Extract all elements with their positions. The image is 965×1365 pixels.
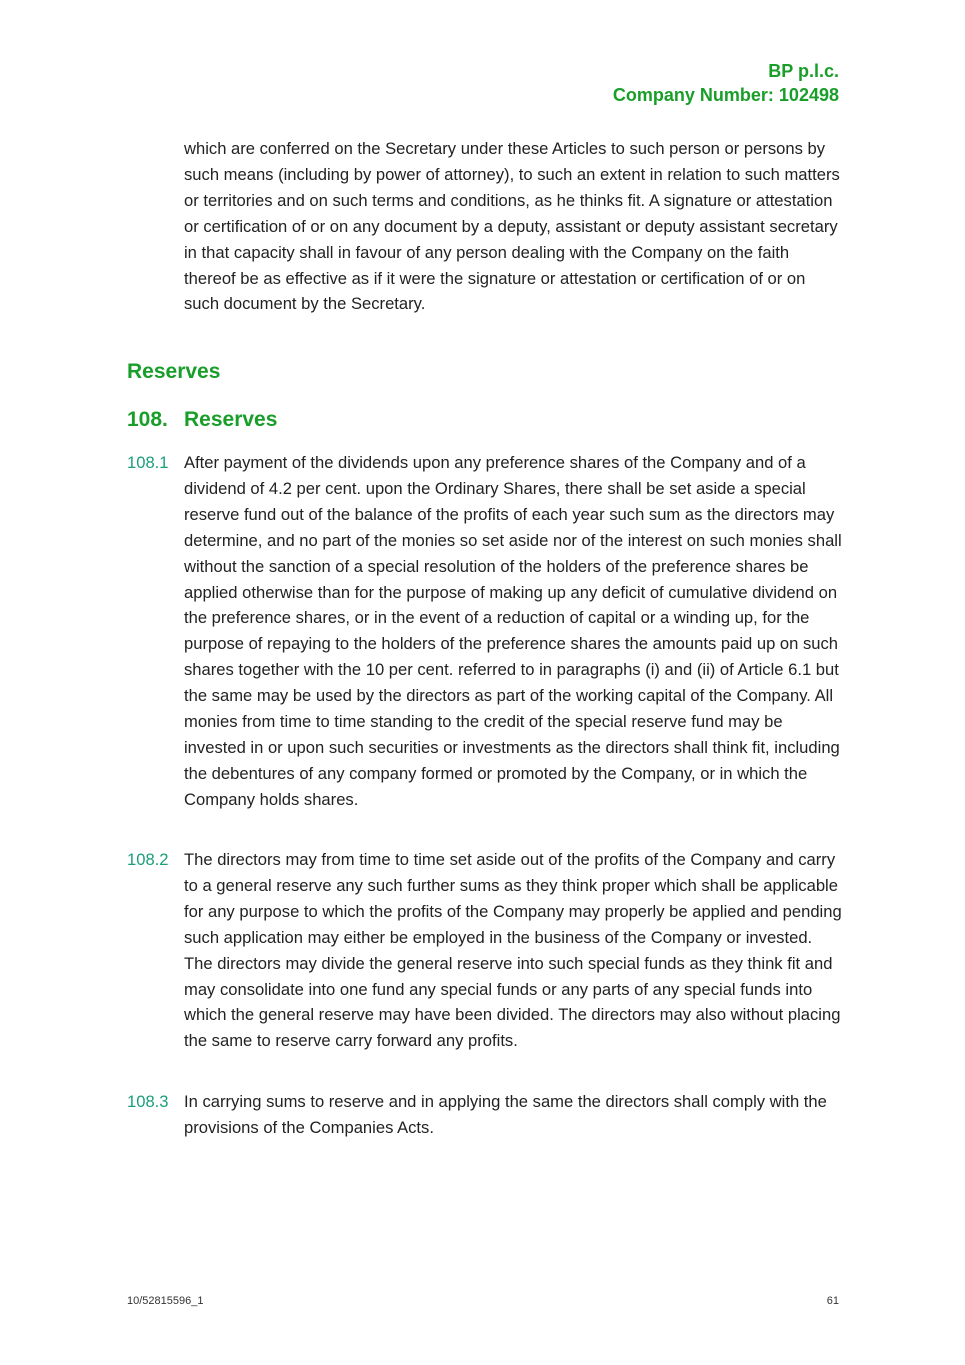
clause-108-3	[127, 1089, 844, 1141]
clause-108-2	[127, 847, 844, 1054]
document-reference: 10/52815596_1	[127, 1295, 204, 1307]
clause-108-1	[127, 450, 844, 813]
clause-number: 108.2	[127, 850, 169, 869]
page-number: 61	[826, 1295, 839, 1307]
document-header	[613, 59, 839, 107]
clause-number: 108.1	[127, 453, 169, 472]
section-title: Reserves	[127, 360, 221, 383]
clause-text: The directors may from time to time set aside out of the profits of the Company and carry to a general reserve any such further sums as they think proper which shall be applicable for any purpose to which the profits of the Company may properly be applied and pending such application may either be employed in the business of the Company or invested. The directors may divide the general reserve into such special funds as they think fit and may consolidate into one fund any special funds or any parts of any special funds into which the general reserve may have been divided. The directors may also without placing the same to reserve carry forward any profits.	[184, 850, 842, 1051]
clause-number: 108.3	[127, 1092, 169, 1111]
company-name: BP p.l.c.	[768, 61, 839, 81]
company-number: Company Number: 102498	[612, 85, 839, 105]
article-number: 108.	[127, 408, 168, 431]
article-title: Reserves	[184, 408, 278, 431]
intro-paragraph: which are conferred on the Secretary under these Articles to such person or persons by such means (including by power of attorney), to such an extent in relation to such matters or territories and on such terms and conditions, as he thinks fit. A signature or attestation or certification of or on any document by a deputy, assistant or deputy assistant secretary in that capacity shall in favour of any person dealing with the Company on the faith thereof be as effective as if it were the signature or attestation or certification of or on such document by the Secretary.	[184, 139, 840, 314]
clause-text: After payment of the dividends upon any preference shares of the Company and of a dividend of 4.2 per cent. upon the Ordinary Shares, there shall be set aside a special reserve fund out of the balance of the profits of each year such sum as the directors may determine, and no part of the monies so set aside nor of the interest on such monies shall without the sanction of a special resolution of the holders of the preference shares be applied otherwise than for the purpose of making up any deficit of cumulative dividend on the preference shares, or in the event of a reduction of capital or a winding up, for the purpose of repaying to the holders of the preference shares the amounts paid up on such shares together with the 10 per cent. referred to in paragraphs (i) and (ii) of Article 6.1 but the same may be used by the directors as part of the working capital of the Company. All monies from time to time standing to the credit of the special reserve fund may be invested in or upon such securities or investments as the directors shall think fit, including the debentures of any company formed or promoted by the Company, or in which the Company holds shares.	[184, 453, 842, 809]
clause-text: In carrying sums to reserve and in applying the same the directors shall comply with the provisions of the Companies Acts.	[184, 1092, 827, 1137]
article-heading	[127, 408, 277, 432]
